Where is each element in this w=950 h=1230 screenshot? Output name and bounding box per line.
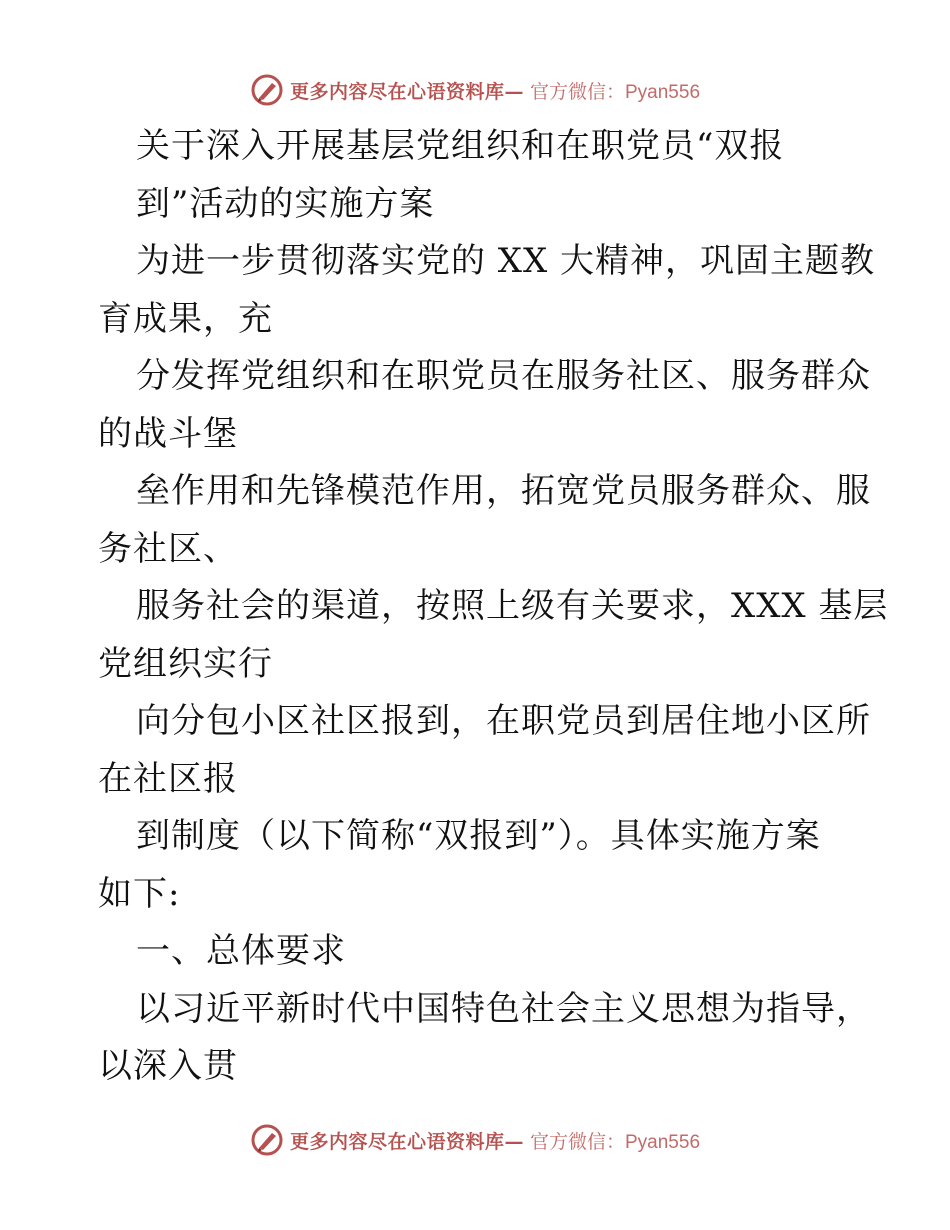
- header-banner: [0, 70, 950, 110]
- banner-text: 更多内容尽在心语资料库—: [289, 1130, 524, 1153]
- paragraph-line: 在社区报: [98, 758, 238, 799]
- pen-logo-icon: [250, 73, 284, 107]
- pen-logo-icon: [250, 1123, 284, 1157]
- paragraph-line: 为进一步贯彻落实党的 XX 大精神，巩固主题教: [136, 241, 876, 281]
- paragraph-line: 如下:: [98, 873, 181, 914]
- title-line-1: 关于深入开展基层党组织和在职党员“双报: [136, 126, 785, 166]
- banner-wechat: 官方微信：Pyan556: [530, 1131, 701, 1153]
- paragraph-line: 分发挥党组织和在职党员在服务社区、服务群众: [136, 356, 871, 396]
- footer-banner: [0, 1120, 950, 1160]
- paragraph-line: 服务社会的渠道，按照上级有关要求，XXX 基层: [136, 586, 889, 626]
- paragraph-line: 以习近平新时代中国特色社会主义思想为指导，: [136, 988, 871, 1029]
- paragraph-line: 到制度（以下简称“双报到”）。具体实施方案: [136, 816, 821, 856]
- paragraph-line: 以深入贯: [98, 1046, 238, 1086]
- paragraph-line: 党组织实行: [98, 643, 273, 684]
- document-body: [98, 118, 889, 1096]
- paragraph-line: 的战斗堡: [98, 413, 238, 454]
- paragraph-line: 育成果，充: [98, 298, 273, 339]
- banner-wechat: 官方微信：Pyan556: [530, 81, 701, 103]
- title-line-2: 到”活动的实施方案: [136, 183, 435, 224]
- section-heading: 一、总体要求: [136, 931, 346, 971]
- paragraph-line: 向分包小区社区报到，在职党员到居住地小区所: [136, 701, 871, 741]
- paragraph-line: 务社区、: [98, 528, 238, 569]
- banner-text: 更多内容尽在心语资料库—: [289, 80, 524, 103]
- paragraph-line: 垒作用和先锋模范作用，拓宽党员服务群众、服: [136, 471, 871, 511]
